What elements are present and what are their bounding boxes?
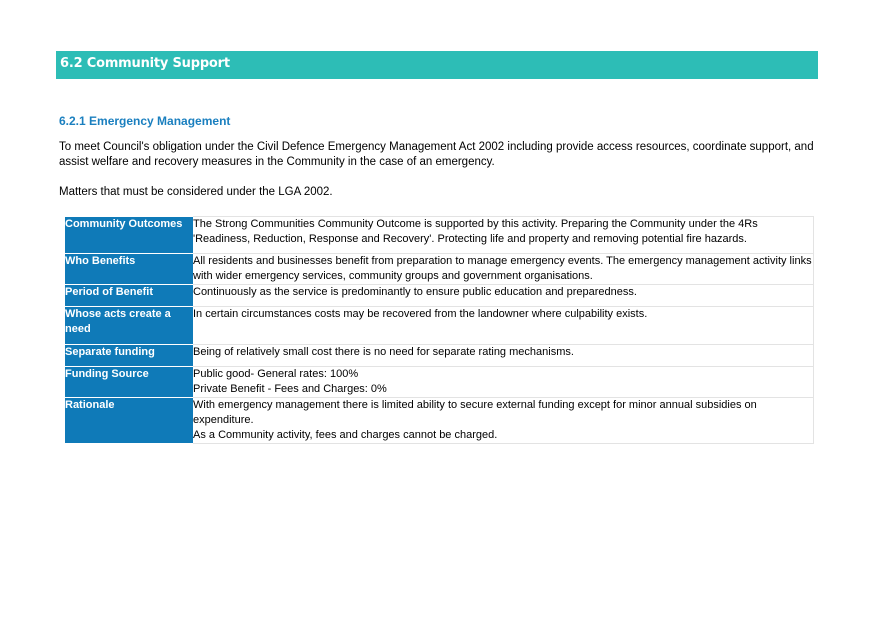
row-label-separate-funding: Separate funding [65, 345, 193, 367]
table-row [65, 398, 814, 444]
row-label-whose-acts: Whose acts create a need [65, 307, 193, 345]
matters-paragraph: Matters that must be considered under the LGA 2002. [59, 186, 333, 198]
funding-source-line-2: Private Benefit - Fees and Charges: 0% [193, 383, 387, 395]
row-label-who-benefits: Who Benefits [65, 254, 193, 285]
table-row [65, 285, 814, 307]
row-label-period-of-benefit: Period of Benefit [65, 285, 193, 307]
row-label-funding-source: Funding Source [65, 367, 193, 398]
section-title: 6.2 Community Support [60, 56, 230, 71]
table-row [65, 345, 814, 367]
row-value-who-benefits: All residents and businesses benefit from preparation to manage emergency events. The emergency management activity links with wider emergency services, community groups and government organisations. [193, 254, 814, 285]
row-value-community-outcomes: The Strong Communities Community Outcome is supported by this activity. Preparing the Community under the 4Rs 'Readiness, Reduction, Response and Recovery'. Protecting life and property and removing potential fire hazards. [193, 217, 814, 254]
table-row [65, 367, 814, 398]
row-value-rationale [193, 398, 814, 444]
funding-table [65, 216, 814, 444]
intro-paragraph: To meet Council's obligation under the Civil Defence Emergency Management Act 2002 including provide access resources, coordinate support, and assist welfare and recovery measures in the Community in the case of an emergency. [59, 141, 814, 168]
table-row [65, 307, 814, 345]
subsection-heading: 6.2.1 Emergency Management [59, 114, 231, 128]
table-row [65, 217, 814, 254]
section-banner [56, 51, 818, 79]
row-value-funding-source [193, 367, 814, 398]
table-row [65, 254, 814, 285]
rationale-line-2: As a Community activity, fees and charges cannot be charged. [193, 429, 498, 441]
row-label-community-outcomes: Community Outcomes [65, 217, 193, 254]
row-value-separate-funding: Being of relatively small cost there is no need for separate rating mechanisms. [193, 345, 814, 367]
row-value-whose-acts: In certain circumstances costs may be recovered from the landowner where culpability exists. [193, 307, 814, 345]
rationale-line-1: With emergency management there is limited ability to secure external funding except for minor annual subsidies on expenditure. [193, 399, 757, 426]
row-label-rationale: Rationale [65, 398, 193, 444]
row-value-period-of-benefit: Continuously as the service is predominantly to ensure public education and preparedness. [193, 285, 814, 307]
funding-source-line-1: Public good- General rates: 100% [193, 368, 359, 380]
